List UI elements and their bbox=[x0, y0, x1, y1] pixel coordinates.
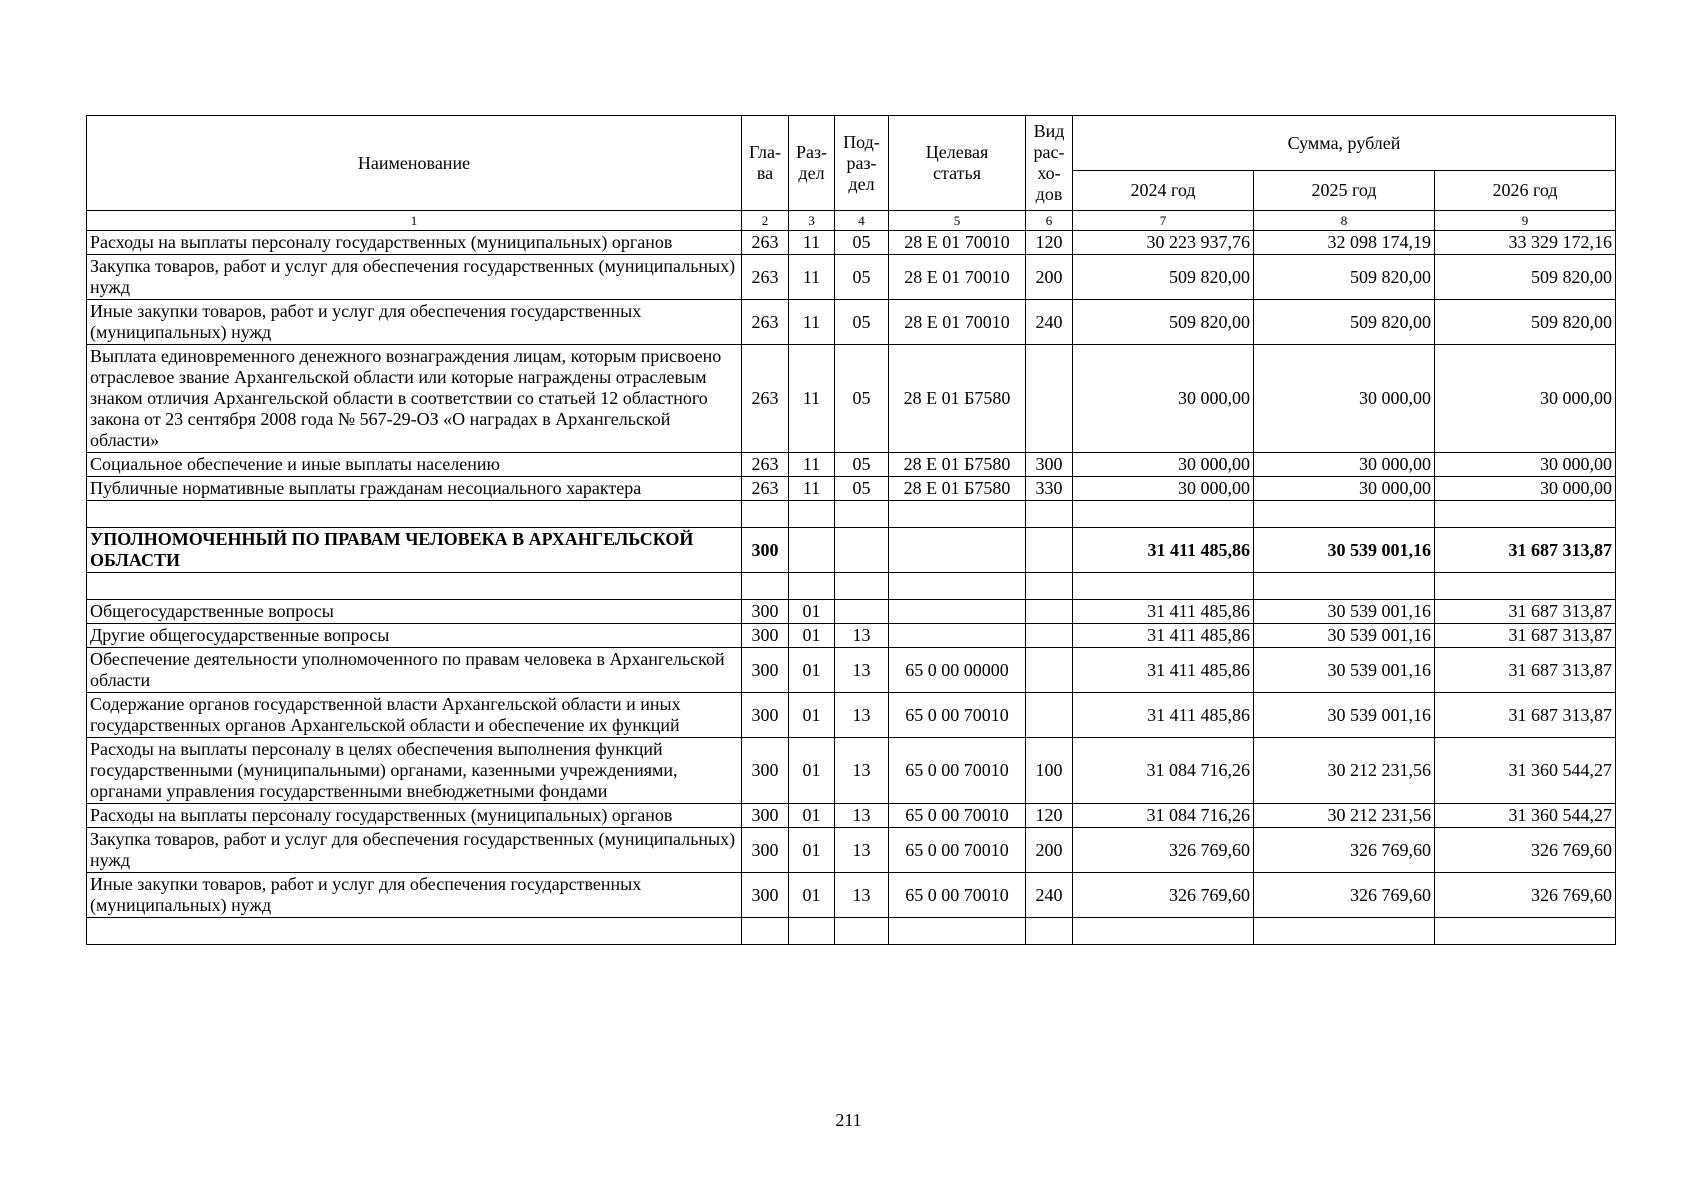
row-subsection bbox=[835, 573, 889, 600]
row-amount-2026: 31 360 544,27 bbox=[1435, 804, 1616, 828]
row-name: УПОЛНОМОЧЕННЫЙ ПО ПРАВАМ ЧЕЛОВЕКА В АРХАНГЕЛЬСКОЙ ОБЛАСТИ bbox=[87, 528, 742, 573]
row-amount-2025: 509 820,00 bbox=[1254, 255, 1435, 300]
row-expense-type: 120 bbox=[1026, 231, 1073, 255]
row-chapter bbox=[742, 918, 789, 945]
row-amount-2024: 30 000,00 bbox=[1073, 477, 1254, 501]
row-expense-type: 100 bbox=[1026, 738, 1073, 804]
row-subsection: 13 bbox=[835, 624, 889, 648]
row-amount-2024: 509 820,00 bbox=[1073, 300, 1254, 345]
row-name: Социальное обеспечение и иные выплаты населению bbox=[87, 453, 742, 477]
row-chapter: 263 bbox=[742, 345, 789, 453]
row-target-article bbox=[889, 501, 1026, 528]
column-number: 2 bbox=[742, 211, 789, 231]
table-row bbox=[87, 828, 1616, 873]
row-subsection: 13 bbox=[835, 804, 889, 828]
header-year-2024: 2024 год bbox=[1073, 171, 1254, 211]
row-section: 01 bbox=[789, 738, 835, 804]
row-amount-2024: 31 084 716,26 bbox=[1073, 738, 1254, 804]
table-row bbox=[87, 693, 1616, 738]
row-section: 01 bbox=[789, 804, 835, 828]
header-year-2025: 2025 год bbox=[1254, 171, 1435, 211]
row-amount-2024 bbox=[1073, 573, 1254, 600]
column-number: 4 bbox=[835, 211, 889, 231]
row-target-article: 28 Е 01 70010 bbox=[889, 300, 1026, 345]
row-amount-2026: 30 000,00 bbox=[1435, 345, 1616, 453]
row-target-article bbox=[889, 624, 1026, 648]
header-chapter: Гла- ва bbox=[742, 116, 789, 211]
row-section: 11 bbox=[789, 231, 835, 255]
row-subsection: 13 bbox=[835, 693, 889, 738]
row-expense-type bbox=[1026, 345, 1073, 453]
row-amount-2025: 30 000,00 bbox=[1254, 345, 1435, 453]
row-amount-2025: 30 539 001,16 bbox=[1254, 648, 1435, 693]
row-amount-2025 bbox=[1254, 573, 1435, 600]
column-number: 9 bbox=[1435, 211, 1616, 231]
row-target-article: 28 Е 01 Б7580 bbox=[889, 477, 1026, 501]
row-target-article: 65 0 00 70010 bbox=[889, 693, 1026, 738]
row-expense-type bbox=[1026, 501, 1073, 528]
row-name: Публичные нормативные выплаты гражданам несоциального характера bbox=[87, 477, 742, 501]
row-chapter: 300 bbox=[742, 804, 789, 828]
row-chapter bbox=[742, 573, 789, 600]
row-section bbox=[789, 918, 835, 945]
row-amount-2024: 30 000,00 bbox=[1073, 453, 1254, 477]
row-chapter: 300 bbox=[742, 873, 789, 918]
column-number: 7 bbox=[1073, 211, 1254, 231]
row-amount-2025 bbox=[1254, 501, 1435, 528]
row-chapter: 300 bbox=[742, 528, 789, 573]
row-amount-2025: 30 212 231,56 bbox=[1254, 804, 1435, 828]
row-amount-2025: 30 000,00 bbox=[1254, 453, 1435, 477]
header-subsection: Под- раз- дел bbox=[835, 116, 889, 211]
row-expense-type bbox=[1026, 528, 1073, 573]
row-expense-type: 330 bbox=[1026, 477, 1073, 501]
table-row bbox=[87, 477, 1616, 501]
row-amount-2025: 30 539 001,16 bbox=[1254, 624, 1435, 648]
table-row-empty bbox=[87, 918, 1616, 945]
row-amount-2026: 33 329 172,16 bbox=[1435, 231, 1616, 255]
header-amount: Сумма, рублей bbox=[1073, 116, 1616, 171]
row-target-article: 28 Е 01 Б7580 bbox=[889, 345, 1026, 453]
row-expense-type bbox=[1026, 918, 1073, 945]
row-subsection bbox=[835, 918, 889, 945]
row-target-article: 28 Е 01 Б7580 bbox=[889, 453, 1026, 477]
table-body bbox=[87, 231, 1616, 945]
row-amount-2025: 30 539 001,16 bbox=[1254, 693, 1435, 738]
row-section: 01 bbox=[789, 600, 835, 624]
row-amount-2024: 326 769,60 bbox=[1073, 873, 1254, 918]
row-expense-type bbox=[1026, 600, 1073, 624]
row-amount-2025: 326 769,60 bbox=[1254, 873, 1435, 918]
column-number: 8 bbox=[1254, 211, 1435, 231]
budget-table bbox=[86, 115, 1616, 945]
row-chapter: 300 bbox=[742, 624, 789, 648]
row-chapter: 263 bbox=[742, 300, 789, 345]
row-expense-type bbox=[1026, 693, 1073, 738]
table-row-empty bbox=[87, 501, 1616, 528]
row-target-article: 65 0 00 70010 bbox=[889, 804, 1026, 828]
row-amount-2024: 31 411 485,86 bbox=[1073, 600, 1254, 624]
row-amount-2026: 31 687 313,87 bbox=[1435, 600, 1616, 624]
row-name: Содержание органов государственной власти Архангельской области и иных государственных органов Архангельской области и обеспечение их функций bbox=[87, 693, 742, 738]
table-row bbox=[87, 648, 1616, 693]
row-amount-2024: 31 411 485,86 bbox=[1073, 624, 1254, 648]
row-amount-2024: 509 820,00 bbox=[1073, 255, 1254, 300]
row-amount-2024: 30 223 937,76 bbox=[1073, 231, 1254, 255]
row-amount-2026: 509 820,00 bbox=[1435, 255, 1616, 300]
row-name: Закупка товаров, работ и услуг для обеспечения государственных (муниципальных) нужд bbox=[87, 255, 742, 300]
row-amount-2024 bbox=[1073, 918, 1254, 945]
row-target-article: 65 0 00 70010 bbox=[889, 873, 1026, 918]
row-chapter: 263 bbox=[742, 453, 789, 477]
row-amount-2026: 31 687 313,87 bbox=[1435, 528, 1616, 573]
row-section: 01 bbox=[789, 624, 835, 648]
row-name: Общегосударственные вопросы bbox=[87, 600, 742, 624]
row-amount-2026: 31 687 313,87 bbox=[1435, 693, 1616, 738]
row-subsection: 13 bbox=[835, 648, 889, 693]
row-subsection: 05 bbox=[835, 300, 889, 345]
row-target-article bbox=[889, 573, 1026, 600]
row-target-article: 65 0 00 70010 bbox=[889, 738, 1026, 804]
header-target-article: Целевая статья bbox=[889, 116, 1026, 211]
row-amount-2026: 31 360 544,27 bbox=[1435, 738, 1616, 804]
table-row bbox=[87, 624, 1616, 648]
row-amount-2026: 31 687 313,87 bbox=[1435, 648, 1616, 693]
table-row bbox=[87, 600, 1616, 624]
row-amount-2025: 30 539 001,16 bbox=[1254, 528, 1435, 573]
column-number-row bbox=[87, 211, 1616, 231]
row-target-article bbox=[889, 600, 1026, 624]
row-subsection bbox=[835, 528, 889, 573]
row-expense-type: 240 bbox=[1026, 300, 1073, 345]
row-amount-2026 bbox=[1435, 573, 1616, 600]
row-expense-type bbox=[1026, 573, 1073, 600]
row-section bbox=[789, 501, 835, 528]
table-row bbox=[87, 345, 1616, 453]
row-name bbox=[87, 573, 742, 600]
row-expense-type: 240 bbox=[1026, 873, 1073, 918]
table-row bbox=[87, 300, 1616, 345]
row-name: Закупка товаров, работ и услуг для обеспечения государственных (муниципальных) нужд bbox=[87, 828, 742, 873]
row-amount-2026: 30 000,00 bbox=[1435, 453, 1616, 477]
row-name bbox=[87, 501, 742, 528]
row-name: Иные закупки товаров, работ и услуг для обеспечения государственных (муниципальных) нужд bbox=[87, 300, 742, 345]
row-subsection bbox=[835, 600, 889, 624]
row-target-article: 65 0 00 00000 bbox=[889, 648, 1026, 693]
row-amount-2026: 31 687 313,87 bbox=[1435, 624, 1616, 648]
row-section bbox=[789, 528, 835, 573]
row-amount-2026: 326 769,60 bbox=[1435, 873, 1616, 918]
row-chapter bbox=[742, 501, 789, 528]
row-expense-type: 200 bbox=[1026, 828, 1073, 873]
table-row bbox=[87, 453, 1616, 477]
row-name: Расходы на выплаты персоналу государственных (муниципальных) органов bbox=[87, 231, 742, 255]
row-amount-2024: 30 000,00 bbox=[1073, 345, 1254, 453]
row-amount-2024: 326 769,60 bbox=[1073, 828, 1254, 873]
row-section: 01 bbox=[789, 873, 835, 918]
row-chapter: 300 bbox=[742, 693, 789, 738]
row-amount-2024: 31 411 485,86 bbox=[1073, 528, 1254, 573]
row-target-article bbox=[889, 918, 1026, 945]
row-target-article bbox=[889, 528, 1026, 573]
row-name: Расходы на выплаты персоналу государственных (муниципальных) органов bbox=[87, 804, 742, 828]
row-section: 01 bbox=[789, 648, 835, 693]
row-amount-2026: 30 000,00 bbox=[1435, 477, 1616, 501]
row-subsection: 05 bbox=[835, 255, 889, 300]
row-amount-2025: 30 000,00 bbox=[1254, 477, 1435, 501]
header-year-2026: 2026 год bbox=[1435, 171, 1616, 211]
row-amount-2025: 326 769,60 bbox=[1254, 828, 1435, 873]
row-amount-2024: 31 411 485,86 bbox=[1073, 693, 1254, 738]
table-row bbox=[87, 804, 1616, 828]
row-section bbox=[789, 573, 835, 600]
row-amount-2025: 32 098 174,19 bbox=[1254, 231, 1435, 255]
column-number: 5 bbox=[889, 211, 1026, 231]
row-amount-2025: 30 212 231,56 bbox=[1254, 738, 1435, 804]
row-section: 11 bbox=[789, 477, 835, 501]
row-amount-2025: 30 539 001,16 bbox=[1254, 600, 1435, 624]
row-chapter: 263 bbox=[742, 231, 789, 255]
table-row bbox=[87, 873, 1616, 918]
row-subsection: 05 bbox=[835, 453, 889, 477]
row-chapter: 263 bbox=[742, 255, 789, 300]
row-target-article: 28 Е 01 70010 bbox=[889, 255, 1026, 300]
row-amount-2026 bbox=[1435, 918, 1616, 945]
row-subsection: 05 bbox=[835, 477, 889, 501]
row-amount-2024: 31 411 485,86 bbox=[1073, 648, 1254, 693]
table-row bbox=[87, 528, 1616, 573]
row-expense-type: 200 bbox=[1026, 255, 1073, 300]
row-name: Расходы на выплаты персоналу в целях обеспечения выполнения функций государственными (муниципальными) органами, казенными учреждениями, органами управления государственными внебюджетными фондами bbox=[87, 738, 742, 804]
header-section: Раз- дел bbox=[789, 116, 835, 211]
column-number: 3 bbox=[789, 211, 835, 231]
row-expense-type bbox=[1026, 624, 1073, 648]
row-name: Обеспечение деятельности уполномоченного по правам человека в Архангельской области bbox=[87, 648, 742, 693]
row-section: 11 bbox=[789, 300, 835, 345]
header-name: Наименование bbox=[87, 116, 742, 211]
row-name: Другие общегосударственные вопросы bbox=[87, 624, 742, 648]
row-amount-2026: 326 769,60 bbox=[1435, 828, 1616, 873]
row-chapter: 300 bbox=[742, 738, 789, 804]
table-row-empty bbox=[87, 573, 1616, 600]
row-section: 11 bbox=[789, 345, 835, 453]
row-amount-2024 bbox=[1073, 501, 1254, 528]
row-section: 01 bbox=[789, 693, 835, 738]
row-amount-2026: 509 820,00 bbox=[1435, 300, 1616, 345]
row-chapter: 300 bbox=[742, 600, 789, 624]
row-subsection bbox=[835, 501, 889, 528]
row-amount-2026 bbox=[1435, 501, 1616, 528]
header-expense-type: Вид рас- хо- дов bbox=[1026, 116, 1073, 211]
row-chapter: 263 bbox=[742, 477, 789, 501]
row-name: Иные закупки товаров, работ и услуг для обеспечения государственных (муниципальных) нужд bbox=[87, 873, 742, 918]
row-subsection: 13 bbox=[835, 873, 889, 918]
row-target-article: 65 0 00 70010 bbox=[889, 828, 1026, 873]
column-number: 6 bbox=[1026, 211, 1073, 231]
column-number: 1 bbox=[87, 211, 742, 231]
row-amount-2025 bbox=[1254, 918, 1435, 945]
row-subsection: 05 bbox=[835, 345, 889, 453]
row-subsection: 13 bbox=[835, 828, 889, 873]
row-name: Выплата единовременного денежного вознаграждения лицам, которым присвоено отраслевое звание Архангельской области или которые награждены отраслевым знаком отличия Архангельской области в соответствии со статьей 12 областного закона от 23 сентября 2008 года № 567-29-ОЗ «О наградах в Архангельской области» bbox=[87, 345, 742, 453]
row-section: 11 bbox=[789, 255, 835, 300]
row-expense-type: 120 bbox=[1026, 804, 1073, 828]
row-subsection: 13 bbox=[835, 738, 889, 804]
row-amount-2024: 31 084 716,26 bbox=[1073, 804, 1254, 828]
row-subsection: 05 bbox=[835, 231, 889, 255]
row-chapter: 300 bbox=[742, 648, 789, 693]
row-section: 01 bbox=[789, 828, 835, 873]
row-name bbox=[87, 918, 742, 945]
row-amount-2025: 509 820,00 bbox=[1254, 300, 1435, 345]
row-target-article: 28 Е 01 70010 bbox=[889, 231, 1026, 255]
table-row bbox=[87, 255, 1616, 300]
row-chapter: 300 bbox=[742, 828, 789, 873]
row-expense-type: 300 bbox=[1026, 453, 1073, 477]
row-expense-type bbox=[1026, 648, 1073, 693]
row-section: 11 bbox=[789, 453, 835, 477]
table-row bbox=[87, 738, 1616, 804]
table-row bbox=[87, 231, 1616, 255]
page-number: 211 bbox=[835, 1110, 862, 1130]
